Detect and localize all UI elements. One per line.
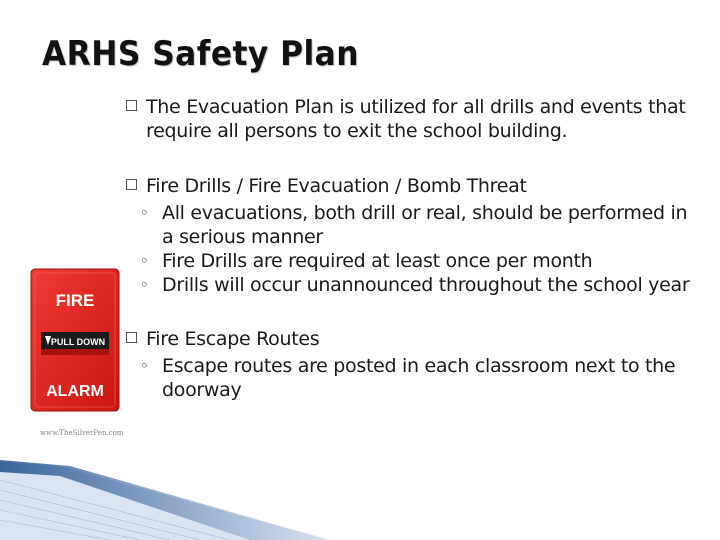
corner-decoration: [0, 460, 330, 540]
bullet-fire-escape-routes: [126, 327, 696, 351]
square-bullet-icon: [126, 179, 137, 190]
sub-item-text: Escape routes are posted in each classroom next to the doorway: [162, 355, 676, 401]
square-bullet-icon: [126, 100, 137, 111]
image-watermark: www.TheSilverPen.com: [40, 429, 124, 437]
bullet-text-post: is utilized for all drills and events that require all persons to exit the school building.: [146, 96, 686, 142]
ring-bullet-icon: ◦: [140, 204, 149, 222]
ring-bullet-icon: ◦: [140, 276, 149, 294]
bullet-text: Fire Drills / Fire Evacuation / Bomb Threat: [146, 175, 527, 197]
sub-item: [126, 201, 696, 249]
ring-bullet-icon: ◦: [140, 357, 149, 375]
sub-item-text: Fire Drills are required at least once per month: [162, 250, 593, 272]
sub-list-fire-drills: [126, 201, 696, 297]
sub-item-text: All evacuations, both drill or real, should be performed in a serious manner: [162, 202, 688, 248]
alarm-top-label: FIRE: [55, 291, 95, 310]
bullet-evacuation-plan: [126, 95, 696, 143]
bullet-text-pre: The: [146, 96, 187, 118]
slide-title: ARHS Safety Plan: [42, 34, 359, 74]
square-bullet-icon: [126, 332, 137, 343]
sub-item: [126, 273, 696, 297]
alarm-pull-label: PULL DOWN: [50, 337, 106, 347]
sub-list-escape-routes: [126, 354, 696, 402]
fire-alarm-image: [30, 268, 120, 412]
bullet-text: Fire Escape Routes: [146, 328, 320, 350]
sub-item-text: Drills will occur unannounced throughout the school year: [162, 274, 690, 296]
ring-bullet-icon: ◦: [140, 252, 149, 270]
alarm-bottom-label: ALARM: [46, 383, 104, 400]
bullet-text-emphasis: Evacuation Plan: [186, 96, 334, 118]
sub-item: [126, 354, 696, 402]
sub-item: [126, 249, 696, 273]
bullet-fire-drills: [126, 174, 696, 198]
bullet-list: [126, 95, 696, 402]
